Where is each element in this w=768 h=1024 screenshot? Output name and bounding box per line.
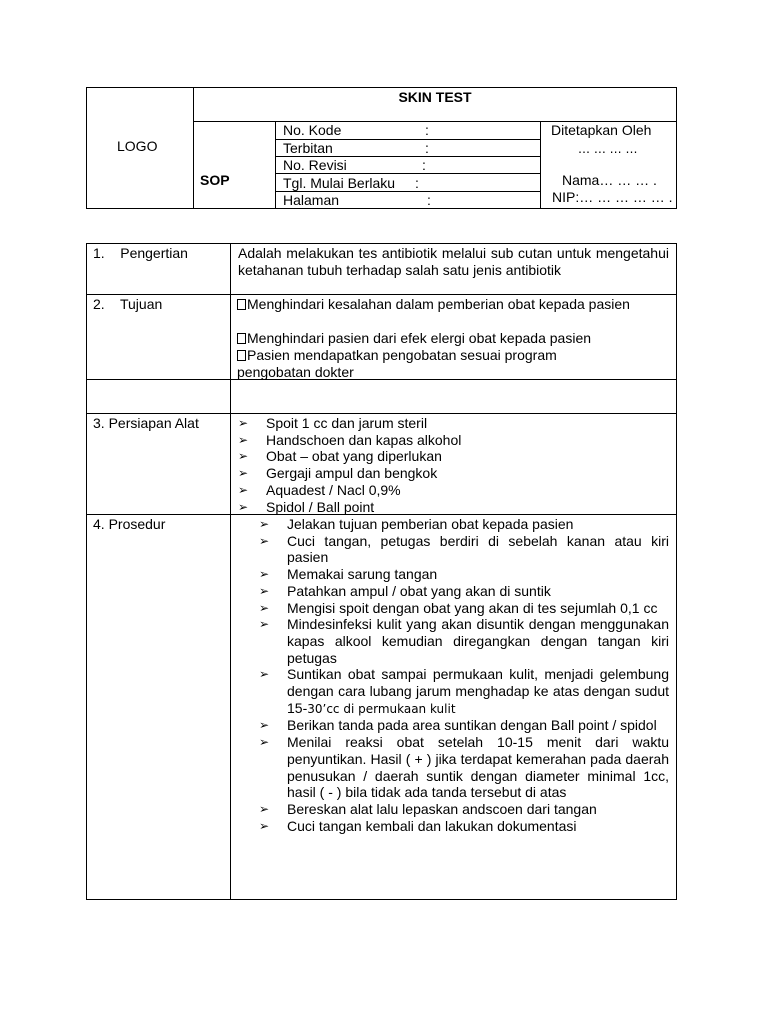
arrow-bullet-icon: ➢ — [238, 432, 249, 447]
prosedur-label: 4. Prosedur — [93, 516, 166, 532]
list-item: ➢ Jelakan tujuan pemberian obat kepada pasien — [259, 516, 574, 532]
field-terbitan: Terbitan — [283, 140, 333, 156]
arrow-bullet-icon: ➢ — [238, 482, 249, 497]
persiapan-label: 3. Persiapan Alat — [93, 415, 199, 431]
list-item: ➢ Spidol / Ball point — [238, 498, 375, 515]
list-item: ➢ Gergaji ampul dan bengkok — [238, 465, 438, 482]
logo-placeholder: LOGO — [117, 138, 158, 154]
field-no-revisi-sep: : — [422, 157, 426, 173]
approval-nip: NIP:… … … … … . — [552, 189, 673, 205]
checkbox-icon — [237, 350, 246, 361]
list-item: ➢ Mindesinfeksi kulit yang akan disuntik dengan menggunakan kapas alkool kemudian diregangkan dengan tangan kiri petugas — [259, 616, 669, 666]
list-item: ➢ Patahkan ampul / obat yang akan di suntik — [259, 582, 551, 599]
prosedur-list — [259, 516, 669, 834]
sop-label: SOP — [200, 172, 230, 188]
pengertian-label: 1. Pengertian — [93, 245, 188, 261]
document-title: SKIN TEST — [398, 89, 472, 105]
arrow-bullet-icon: ➢ — [259, 718, 270, 733]
list-item: ➢ Aquadest / Nacl 0,9% — [238, 481, 401, 498]
arrow-bullet-icon: ➢ — [259, 600, 270, 615]
approval-nama: Nama… … … . — [562, 172, 657, 188]
arrow-bullet-icon: ➢ — [238, 499, 249, 514]
field-no-kode-sep: : — [425, 122, 429, 138]
arrow-bullet-icon: ➢ — [259, 801, 270, 816]
tujuan-item-text: Menghindari pasien dari efek elergi obat kepada pasien — [247, 330, 592, 346]
tujuan-item — [237, 296, 657, 313]
tujuan-item — [237, 347, 597, 380]
list-item: ➢ Berikan tanda pada area suntikan dengan Ball point / spidol — [259, 717, 657, 734]
list-item: ➢ Spoit 1 cc dan jarum steril — [238, 415, 428, 431]
tujuan-item — [237, 330, 667, 347]
field-terbitan-sep: : — [425, 140, 429, 156]
persiapan-list — [238, 415, 668, 515]
list-item: ➢ Obat – obat yang diperlukan — [238, 448, 442, 465]
field-tgl-mulai-sep: : — [415, 175, 419, 191]
list-item: ➢ Handschoen dan kapas alkohol — [238, 431, 462, 448]
arrow-bullet-icon: ➢ — [238, 449, 249, 464]
pengertian-text: Adalah melakukan tes antibiotik melalui sub cutan untuk mengetahui ketahanan tubuh terhadap salah satu jenis antibiotik — [238, 245, 669, 278]
list-item: ➢ Mengisi spoit dengan obat yang akan di tes sejumlah 0,1 cc — [259, 599, 658, 616]
approval-dots: … … … … — [578, 142, 638, 156]
list-item: ➢ Suntikan obat sampai permukaan kulit, menjadi gelembung dengan cara lubang jarum menghadap ke atas dengan sudut 15-30’cc di permukaan kulit — [259, 666, 669, 716]
list-item: ➢ Memakai sarung tangan — [259, 566, 438, 583]
arrow-bullet-icon: ➢ — [238, 416, 249, 430]
list-item: ➢ Menilai reaksi obat setelah 10-15 menit dari waktu penyuntikan. Hasil ( + ) jika terdapat kemerahan pada daerah penusukan / daerah suntik dengan diameter minimal 1cc, hasil ( - ) bila tidak ada tanda tersebut di atas — [259, 734, 669, 801]
list-item: ➢ Cuci tangan, petugas berdiri di sebelah kanan atau kiri pasien — [259, 532, 669, 566]
arrow-bullet-icon: ➢ — [259, 517, 270, 531]
arrow-bullet-icon: ➢ — [259, 533, 270, 548]
list-item: ➢ Cuci tangan kembali dan lakukan dokumentasi — [259, 817, 577, 834]
checkbox-icon — [237, 299, 246, 310]
field-halaman-sep: : — [427, 192, 431, 208]
tujuan-label: 2. Tujuan — [93, 296, 163, 312]
tujuan-item-text: Menghindari kesalahan dalam pemberian obat kepada pasien — [247, 296, 630, 312]
field-halaman: Halaman — [283, 192, 340, 208]
field-tgl-mulai: Tgl. Mulai Berlaku — [283, 175, 396, 191]
field-no-revisi: No. Revisi — [283, 157, 347, 173]
checkbox-icon — [237, 333, 246, 344]
list-item: ➢ Bereskan alat lalu lepaskan andscoen dari tangan — [259, 800, 597, 817]
arrow-bullet-icon: ➢ — [259, 735, 270, 750]
tujuan-item-text: Pasien mendapatkan pengobatan sesuai program pengobatan dokter — [237, 347, 557, 380]
arrow-bullet-icon: ➢ — [259, 667, 270, 682]
arrow-bullet-icon: ➢ — [259, 567, 270, 582]
arrow-bullet-icon: ➢ — [259, 583, 270, 598]
field-no-kode: No. Kode — [283, 122, 342, 138]
approval-title: Ditetapkan Oleh — [551, 122, 652, 138]
arrow-bullet-icon: ➢ — [238, 466, 249, 481]
angle-text: 30’cc di permukaan kulit — [307, 701, 456, 716]
arrow-bullet-icon: ➢ — [259, 617, 270, 632]
arrow-bullet-icon: ➢ — [259, 818, 270, 833]
